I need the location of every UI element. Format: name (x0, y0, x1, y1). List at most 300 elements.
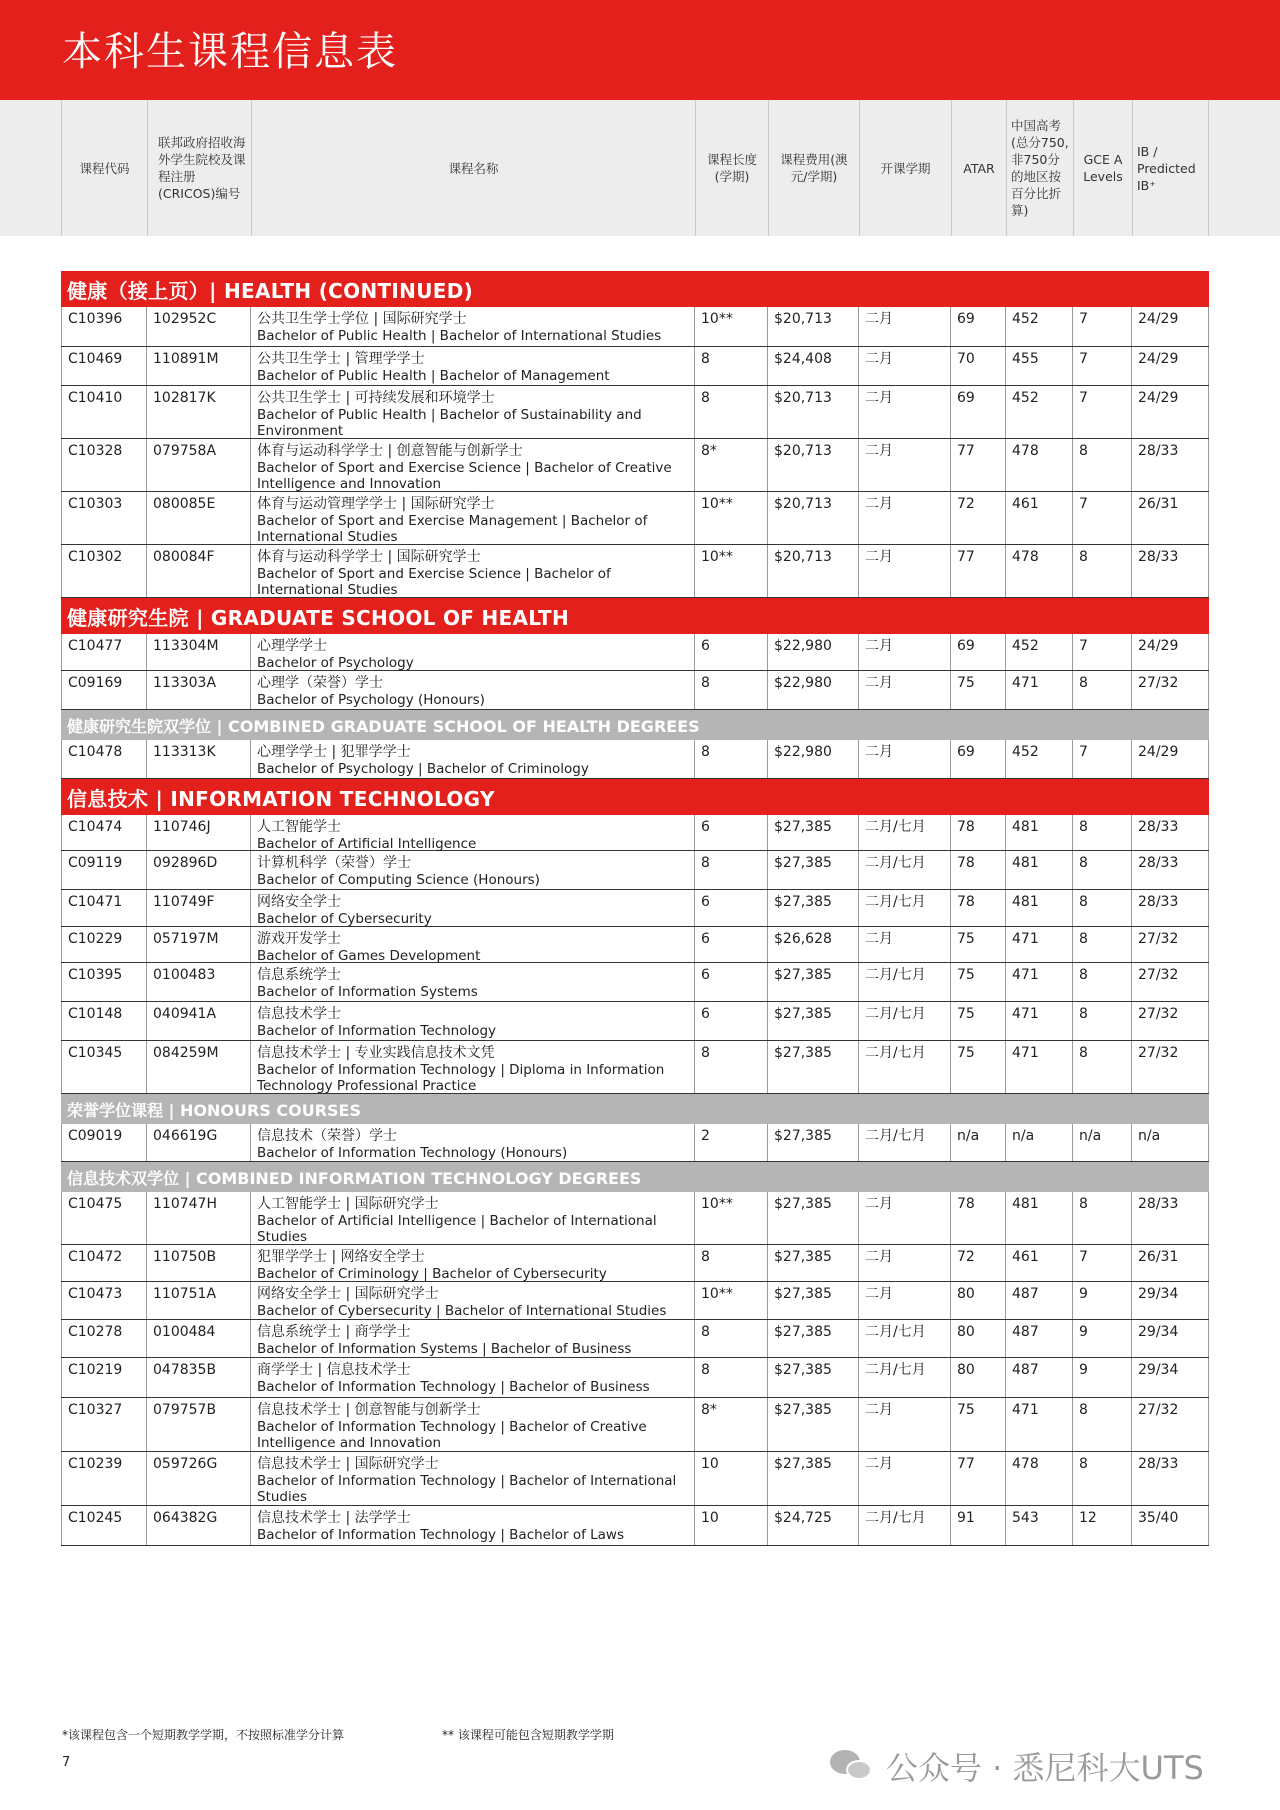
cell-cricos-code: 059726G (147, 1452, 251, 1505)
cell-course-code: C10303 (61, 492, 147, 544)
course-name-en: Bachelor of Sport and Exercise Science | Bachelor of International Studies (257, 566, 611, 598)
section-header: 信息技术双学位 | COMBINED INFORMATION TECHNOLOGY DEGREES (61, 1162, 1209, 1192)
cell-ib: 29/34 (1132, 1320, 1209, 1357)
cell-gce: 8 (1073, 963, 1132, 1001)
section-header: 健康研究生院 | GRADUATE SCHOOL OF HEALTH (61, 598, 1209, 634)
cell-cricos-code: 080084F (147, 545, 251, 597)
cell-ib: 28/33 (1132, 815, 1209, 850)
cell-course-code: C10410 (61, 386, 147, 438)
cell-course-name (251, 492, 695, 544)
cell-gaokao: 487 (1006, 1358, 1073, 1397)
cell-course-code: C10471 (61, 890, 147, 926)
cell-course-length: 10** (695, 545, 768, 597)
cell-course-length: 8* (695, 439, 768, 491)
section-header: 健康研究生院双学位 | COMBINED GRADUATE SCHOOL OF HEALTH DEGREES (61, 710, 1209, 740)
table-row (61, 851, 1209, 890)
cell-course-fee: $27,385 (768, 1452, 859, 1505)
cell-atar: 70 (951, 347, 1006, 385)
section-header: 信息技术 | INFORMATION TECHNOLOGY (61, 779, 1209, 815)
table-row (61, 545, 1209, 598)
cell-course-length: 6 (695, 927, 768, 962)
footnote-short-term: *该课程包含一个短期教学学期，不按照标准学分计算 (62, 1728, 345, 1742)
course-name-zh: 心理学学士 (257, 638, 327, 654)
table-row (61, 1398, 1209, 1452)
cell-course-name (251, 1506, 695, 1545)
cell-course-fee: $20,713 (768, 386, 859, 438)
cell-ib: 29/34 (1132, 1358, 1209, 1397)
cell-cricos-code: 110749F (147, 890, 251, 926)
cell-course-name (251, 347, 695, 385)
cell-intake: 二月/七月 (859, 1124, 951, 1161)
cell-intake: 二月 (859, 740, 951, 778)
cell-gce: 8 (1073, 1398, 1132, 1451)
cell-course-code: C10278 (61, 1320, 147, 1357)
course-name-zh: 公共卫生学士 | 可持续发展和环境学士 (257, 390, 495, 406)
cell-course-length: 6 (695, 634, 768, 670)
cell-course-length: 8 (695, 347, 768, 385)
cell-intake: 二月 (859, 1282, 951, 1319)
cell-gce: 7 (1073, 347, 1132, 385)
cell-course-fee: $27,385 (768, 963, 859, 1001)
cell-ib: 24/29 (1132, 347, 1209, 385)
cell-course-name (251, 1192, 695, 1244)
cell-gaokao: 471 (1006, 1398, 1073, 1451)
table-row (61, 927, 1209, 963)
cell-course-fee: $27,385 (768, 1002, 859, 1040)
course-name-en: Bachelor of Information Technology | Diploma in Information Technology Professional Practice (257, 1062, 665, 1094)
cell-course-length: 2 (695, 1124, 768, 1161)
cell-gce: 7 (1073, 386, 1132, 438)
cell-course-fee: $27,385 (768, 1124, 859, 1161)
course-name-zh: 商学学士 | 信息技术学士 (257, 1362, 411, 1378)
watermark-text: 公众号 · 悉尼科大UTS (886, 1749, 1204, 1787)
cell-atar: 75 (951, 1398, 1006, 1451)
cell-gaokao: 455 (1006, 347, 1073, 385)
cell-intake: 二月 (859, 671, 951, 709)
cell-gce: 12 (1073, 1506, 1132, 1545)
cell-cricos-code: 110751A (147, 1282, 251, 1319)
section-header: 荣誉学位课程 | HONOURS COURSES (61, 1094, 1209, 1124)
course-name-en: Bachelor of Information Technology (257, 1023, 497, 1039)
cell-course-code: C10148 (61, 1002, 147, 1040)
cell-atar: 69 (951, 634, 1006, 670)
cell-intake: 二月 (859, 634, 951, 670)
cell-course-fee: $20,713 (768, 439, 859, 491)
course-name-zh: 信息技术学士 | 法学学士 (257, 1510, 411, 1526)
cell-course-fee: $24,725 (768, 1506, 859, 1545)
cell-atar: 78 (951, 815, 1006, 850)
cell-gce: 7 (1073, 740, 1132, 778)
cell-course-length: 8 (695, 1320, 768, 1357)
course-name-en: Bachelor of Computing Science (Honours) (257, 872, 540, 888)
course-name-zh: 信息技术学士 | 专业实践信息技术文凭 (257, 1045, 495, 1061)
cell-atar: n/a (951, 1124, 1006, 1161)
cell-gce: 8 (1073, 1002, 1132, 1040)
cell-course-code: C10239 (61, 1452, 147, 1505)
cell-cricos-code: 057197M (147, 927, 251, 962)
cell-atar: 78 (951, 890, 1006, 926)
cell-course-name (251, 1124, 695, 1161)
cell-course-name (251, 1245, 695, 1281)
cell-cricos-code: 0100484 (147, 1320, 251, 1357)
cell-atar: 75 (951, 671, 1006, 709)
cell-course-code: C10475 (61, 1192, 147, 1244)
course-name-en: Bachelor of Information Technology | Bachelor of International Studies (257, 1473, 677, 1505)
cell-course-code: C10229 (61, 927, 147, 962)
cell-ib: 27/32 (1132, 1002, 1209, 1040)
course-name-zh: 信息系统学士 (257, 967, 341, 983)
cell-course-length: 8* (695, 1398, 768, 1451)
cell-gce: n/a (1073, 1124, 1132, 1161)
course-name-zh: 体育与运动科学学士 | 国际研究学士 (257, 549, 481, 565)
cell-gce: 8 (1073, 439, 1132, 491)
cell-gaokao: 478 (1006, 545, 1073, 597)
cell-cricos-code: 113304M (147, 634, 251, 670)
cell-cricos-code: 046619G (147, 1124, 251, 1161)
cell-cricos-code: 084259M (147, 1041, 251, 1093)
cell-course-code: C09019 (61, 1124, 147, 1161)
cell-course-length: 8 (695, 1041, 768, 1093)
cell-course-fee: $27,385 (768, 1398, 859, 1451)
course-name-en: Bachelor of Psychology (Honours) (257, 692, 485, 708)
cell-ib: n/a (1132, 1124, 1209, 1161)
cell-intake: 二月/七月 (859, 1506, 951, 1545)
cell-gaokao: 481 (1006, 851, 1073, 889)
cell-course-fee: $20,713 (768, 545, 859, 597)
cell-course-name (251, 963, 695, 1001)
cell-cricos-code: 047835B (147, 1358, 251, 1397)
cell-course-code: C10302 (61, 545, 147, 597)
cell-ib: 27/32 (1132, 1398, 1209, 1451)
cell-course-fee: $27,385 (768, 1192, 859, 1244)
course-name-zh: 体育与运动科学学士 | 创意智能与创新学士 (257, 443, 523, 459)
cell-intake: 二月/七月 (859, 890, 951, 926)
cell-gce: 8 (1073, 927, 1132, 962)
table-row (61, 1124, 1209, 1162)
cell-course-fee: $27,385 (768, 1245, 859, 1281)
cell-atar: 77 (951, 439, 1006, 491)
cell-gaokao: 452 (1006, 386, 1073, 438)
header-course-name: 课程名称 (251, 100, 695, 236)
cell-ib: 28/33 (1132, 1192, 1209, 1244)
table-row (61, 963, 1209, 1002)
table-row (61, 307, 1209, 347)
cell-course-fee: $27,385 (768, 1282, 859, 1319)
cell-intake: 二月/七月 (859, 815, 951, 850)
cell-course-length: 8 (695, 386, 768, 438)
cell-course-code: C10395 (61, 963, 147, 1001)
cell-course-length: 8 (695, 851, 768, 889)
cell-atar: 80 (951, 1358, 1006, 1397)
table-row (61, 1320, 1209, 1358)
cell-ib: 27/32 (1132, 963, 1209, 1001)
cell-course-name (251, 1320, 695, 1357)
cell-course-name (251, 545, 695, 597)
page-title: 本科生课程信息表 (62, 29, 398, 75)
course-name-en: Bachelor of Psychology (257, 655, 414, 671)
cell-ib: 26/31 (1132, 1245, 1209, 1281)
course-name-zh: 体育与运动管理学学士 | 国际研究学士 (257, 496, 495, 512)
cell-course-length: 10 (695, 1452, 768, 1505)
cell-course-code: C10472 (61, 1245, 147, 1281)
course-name-en: Bachelor of Information Technology (Honours) (257, 1145, 568, 1161)
course-name-zh: 信息技术学士 (257, 1006, 341, 1022)
cell-cricos-code: 079757B (147, 1398, 251, 1451)
cell-ib: 24/29 (1132, 740, 1209, 778)
header-ib: IB / Predicted IB⁺ (1132, 100, 1209, 236)
header-course-fee: 课程费用(澳元/学期) (768, 100, 859, 236)
course-name-zh: 信息系统学士 | 商学学士 (257, 1324, 411, 1340)
cell-course-length: 6 (695, 963, 768, 1001)
cell-intake: 二月 (859, 386, 951, 438)
cell-gaokao: 471 (1006, 1002, 1073, 1040)
cell-ib: 24/29 (1132, 307, 1209, 346)
page-number: 7 (62, 1755, 71, 1770)
cell-course-length: 8 (695, 740, 768, 778)
course-name-zh: 信息技术学士 | 国际研究学士 (257, 1456, 439, 1472)
table-row (61, 347, 1209, 386)
header-intake: 开课学期 (859, 100, 951, 236)
cell-atar: 69 (951, 386, 1006, 438)
header-cricos-code: 联邦政府招收海外学生院校及课程注册(CRICOS)编号 (147, 100, 251, 236)
cell-ib: 35/40 (1132, 1506, 1209, 1545)
cell-course-fee: $20,713 (768, 307, 859, 346)
cell-atar: 75 (951, 1041, 1006, 1093)
cell-intake: 二月 (859, 307, 951, 346)
cell-atar: 75 (951, 963, 1006, 1001)
cell-cricos-code: 102817K (147, 386, 251, 438)
cell-course-code: C10345 (61, 1041, 147, 1093)
cell-course-code: C10328 (61, 439, 147, 491)
cell-atar: 69 (951, 740, 1006, 778)
cell-course-fee: $27,385 (768, 815, 859, 850)
cell-course-length: 6 (695, 815, 768, 850)
cell-course-fee: $20,713 (768, 492, 859, 544)
cell-course-name (251, 307, 695, 346)
cell-intake: 二月 (859, 347, 951, 385)
cell-ib: 28/33 (1132, 545, 1209, 597)
cell-gaokao: 478 (1006, 439, 1073, 491)
cell-gaokao: 452 (1006, 307, 1073, 346)
cell-gce: 8 (1073, 1041, 1132, 1093)
cell-gce: 8 (1073, 851, 1132, 889)
table-row (61, 740, 1209, 779)
course-name-en: Bachelor of Public Health | Bachelor of Management (257, 368, 610, 384)
cell-atar: 72 (951, 1245, 1006, 1281)
cell-cricos-code: 092896D (147, 851, 251, 889)
section-header: 健康（接上页）| HEALTH (CONTINUED) (61, 271, 1209, 307)
cell-gaokao: 461 (1006, 1245, 1073, 1281)
cell-gaokao: 471 (1006, 963, 1073, 1001)
cell-gaokao: 487 (1006, 1320, 1073, 1357)
cell-atar: 77 (951, 1452, 1006, 1505)
cell-course-name (251, 1002, 695, 1040)
cell-course-length: 8 (695, 671, 768, 709)
cell-ib: 29/34 (1132, 1282, 1209, 1319)
cell-gaokao: 471 (1006, 1041, 1073, 1093)
table-row (61, 1192, 1209, 1245)
cell-gaokao: 481 (1006, 1192, 1073, 1244)
cell-gaokao: 471 (1006, 927, 1073, 962)
cell-cricos-code: 040941A (147, 1002, 251, 1040)
footnote-may-include: ** 该课程可能包含短期教学学期 (442, 1728, 614, 1742)
course-name-zh: 犯罪学学士 | 网络安全学士 (257, 1249, 425, 1265)
cell-course-name (251, 671, 695, 709)
cell-course-length: 6 (695, 890, 768, 926)
cell-atar: 75 (951, 927, 1006, 962)
cell-course-fee: $27,385 (768, 890, 859, 926)
cell-intake: 二月/七月 (859, 1320, 951, 1357)
header-gce-a-levels: GCE A Levels (1073, 100, 1132, 236)
cell-gaokao: 481 (1006, 890, 1073, 926)
cell-course-name (251, 634, 695, 670)
header-atar: ATAR (951, 100, 1006, 236)
cell-cricos-code: 110750B (147, 1245, 251, 1281)
cell-gce: 7 (1073, 634, 1132, 670)
cell-atar: 80 (951, 1282, 1006, 1319)
header-gaokao: 中国高考(总分750,非750分的地区按百分比折算) (1006, 100, 1073, 236)
cell-course-code: C10245 (61, 1506, 147, 1545)
course-name-zh: 公共卫生学士学位 | 国际研究学士 (257, 311, 467, 327)
course-name-zh: 网络安全学士 | 国际研究学士 (257, 1286, 439, 1302)
cell-gaokao: 461 (1006, 492, 1073, 544)
cell-intake: 二月/七月 (859, 1041, 951, 1093)
cell-cricos-code: 113303A (147, 671, 251, 709)
course-name-zh: 信息技术学士 | 创意智能与创新学士 (257, 1402, 481, 1418)
course-name-en: Bachelor of Cybersecurity | Bachelor of International Studies (257, 1303, 667, 1319)
cell-course-name (251, 927, 695, 962)
cell-course-length: 10** (695, 307, 768, 346)
cell-atar: 72 (951, 492, 1006, 544)
cell-course-length: 8 (695, 1245, 768, 1281)
cell-intake: 二月 (859, 1452, 951, 1505)
cell-gce: 8 (1073, 671, 1132, 709)
course-name-en: Bachelor of Information Technology | Bachelor of Business (257, 1379, 650, 1395)
cell-gce: 8 (1073, 1192, 1132, 1244)
cell-gaokao: 471 (1006, 671, 1073, 709)
cell-course-code: C10474 (61, 815, 147, 850)
cell-cricos-code: 113313K (147, 740, 251, 778)
cell-course-code: C10327 (61, 1398, 147, 1451)
header-course-code: 课程代码 (61, 100, 147, 236)
wechat-icon (830, 1748, 874, 1784)
cell-cricos-code: 0100483 (147, 963, 251, 1001)
table-row (61, 815, 1209, 851)
table-row (61, 634, 1209, 671)
cell-course-name (251, 1041, 695, 1093)
cell-course-length: 10** (695, 1282, 768, 1319)
cell-ib: 28/33 (1132, 890, 1209, 926)
cell-gce: 9 (1073, 1320, 1132, 1357)
cell-gce: 7 (1073, 492, 1132, 544)
cell-course-fee: $24,408 (768, 347, 859, 385)
cell-intake: 二月/七月 (859, 963, 951, 1001)
cell-cricos-code: 079758A (147, 439, 251, 491)
cell-cricos-code: 110891M (147, 347, 251, 385)
table-row (61, 1245, 1209, 1282)
cell-course-name (251, 439, 695, 491)
course-name-zh: 心理学（荣誉）学士 (257, 675, 383, 691)
cell-course-name (251, 890, 695, 926)
cell-cricos-code: 064382G (147, 1506, 251, 1545)
course-name-zh: 人工智能学士 (257, 819, 341, 835)
course-name-zh: 游戏开发学士 (257, 931, 341, 947)
course-name-en: Bachelor of Cybersecurity (257, 911, 432, 927)
cell-intake: 二月/七月 (859, 1002, 951, 1040)
cell-course-name (251, 1358, 695, 1397)
cell-ib: 28/33 (1132, 439, 1209, 491)
cell-atar: 77 (951, 545, 1006, 597)
cell-intake: 二月 (859, 492, 951, 544)
course-name-zh: 公共卫生学士 | 管理学学士 (257, 351, 425, 367)
cell-ib: 28/33 (1132, 851, 1209, 889)
cell-gaokao: 452 (1006, 740, 1073, 778)
course-name-en: Bachelor of Artificial Intelligence (257, 836, 477, 852)
cell-course-fee: $27,385 (768, 1358, 859, 1397)
course-name-en: Bachelor of Sport and Exercise Science | Bachelor of Creative Intelligence and Innovation (257, 460, 672, 492)
table-row (61, 1282, 1209, 1320)
cell-intake: 二月 (859, 927, 951, 962)
cell-course-name (251, 1452, 695, 1505)
cell-course-code: C10219 (61, 1358, 147, 1397)
cell-cricos-code: 110746J (147, 815, 251, 850)
table-row (61, 1452, 1209, 1506)
cell-course-name (251, 851, 695, 889)
cell-course-name (251, 815, 695, 850)
cell-gce: 7 (1073, 1245, 1132, 1281)
table-row (61, 1358, 1209, 1398)
cell-atar: 91 (951, 1506, 1006, 1545)
cell-course-fee: $26,628 (768, 927, 859, 962)
cell-intake: 二月 (859, 1398, 951, 1451)
table-row (61, 492, 1209, 545)
cell-atar: 80 (951, 1320, 1006, 1357)
cell-gaokao: n/a (1006, 1124, 1073, 1161)
cell-ib: 27/32 (1132, 1041, 1209, 1093)
header-course-length: 课程长度(学期) (695, 100, 768, 236)
cell-course-length: 6 (695, 1002, 768, 1040)
table-row (61, 890, 1209, 927)
cell-course-code: C10478 (61, 740, 147, 778)
course-name-en: Bachelor of Public Health | Bachelor of International Studies (257, 328, 662, 344)
cell-cricos-code: 110747H (147, 1192, 251, 1244)
cell-ib: 27/32 (1132, 671, 1209, 709)
cell-intake: 二月 (859, 1192, 951, 1244)
cell-gce: 7 (1073, 307, 1132, 346)
cell-gce: 8 (1073, 815, 1132, 850)
cell-course-name (251, 1282, 695, 1319)
cell-gce: 8 (1073, 1452, 1132, 1505)
cell-course-code: C10469 (61, 347, 147, 385)
cell-gaokao: 481 (1006, 815, 1073, 850)
cell-gaokao: 478 (1006, 1452, 1073, 1505)
cell-intake: 二月 (859, 1245, 951, 1281)
cell-course-code: C10396 (61, 307, 147, 346)
table-row (61, 439, 1209, 492)
cell-course-code: C09169 (61, 671, 147, 709)
cell-course-fee: $27,385 (768, 1320, 859, 1357)
watermark (830, 1743, 1204, 1789)
course-name-en: Bachelor of Information Systems (257, 984, 478, 1000)
cell-atar: 78 (951, 1192, 1006, 1244)
cell-course-name (251, 386, 695, 438)
cell-course-code: C10473 (61, 1282, 147, 1319)
cell-ib: 28/33 (1132, 1452, 1209, 1505)
cell-gce: 9 (1073, 1282, 1132, 1319)
cell-course-fee: $22,980 (768, 671, 859, 709)
course-name-zh: 心理学学士 | 犯罪学学士 (257, 744, 411, 760)
cell-course-fee: $22,980 (768, 740, 859, 778)
